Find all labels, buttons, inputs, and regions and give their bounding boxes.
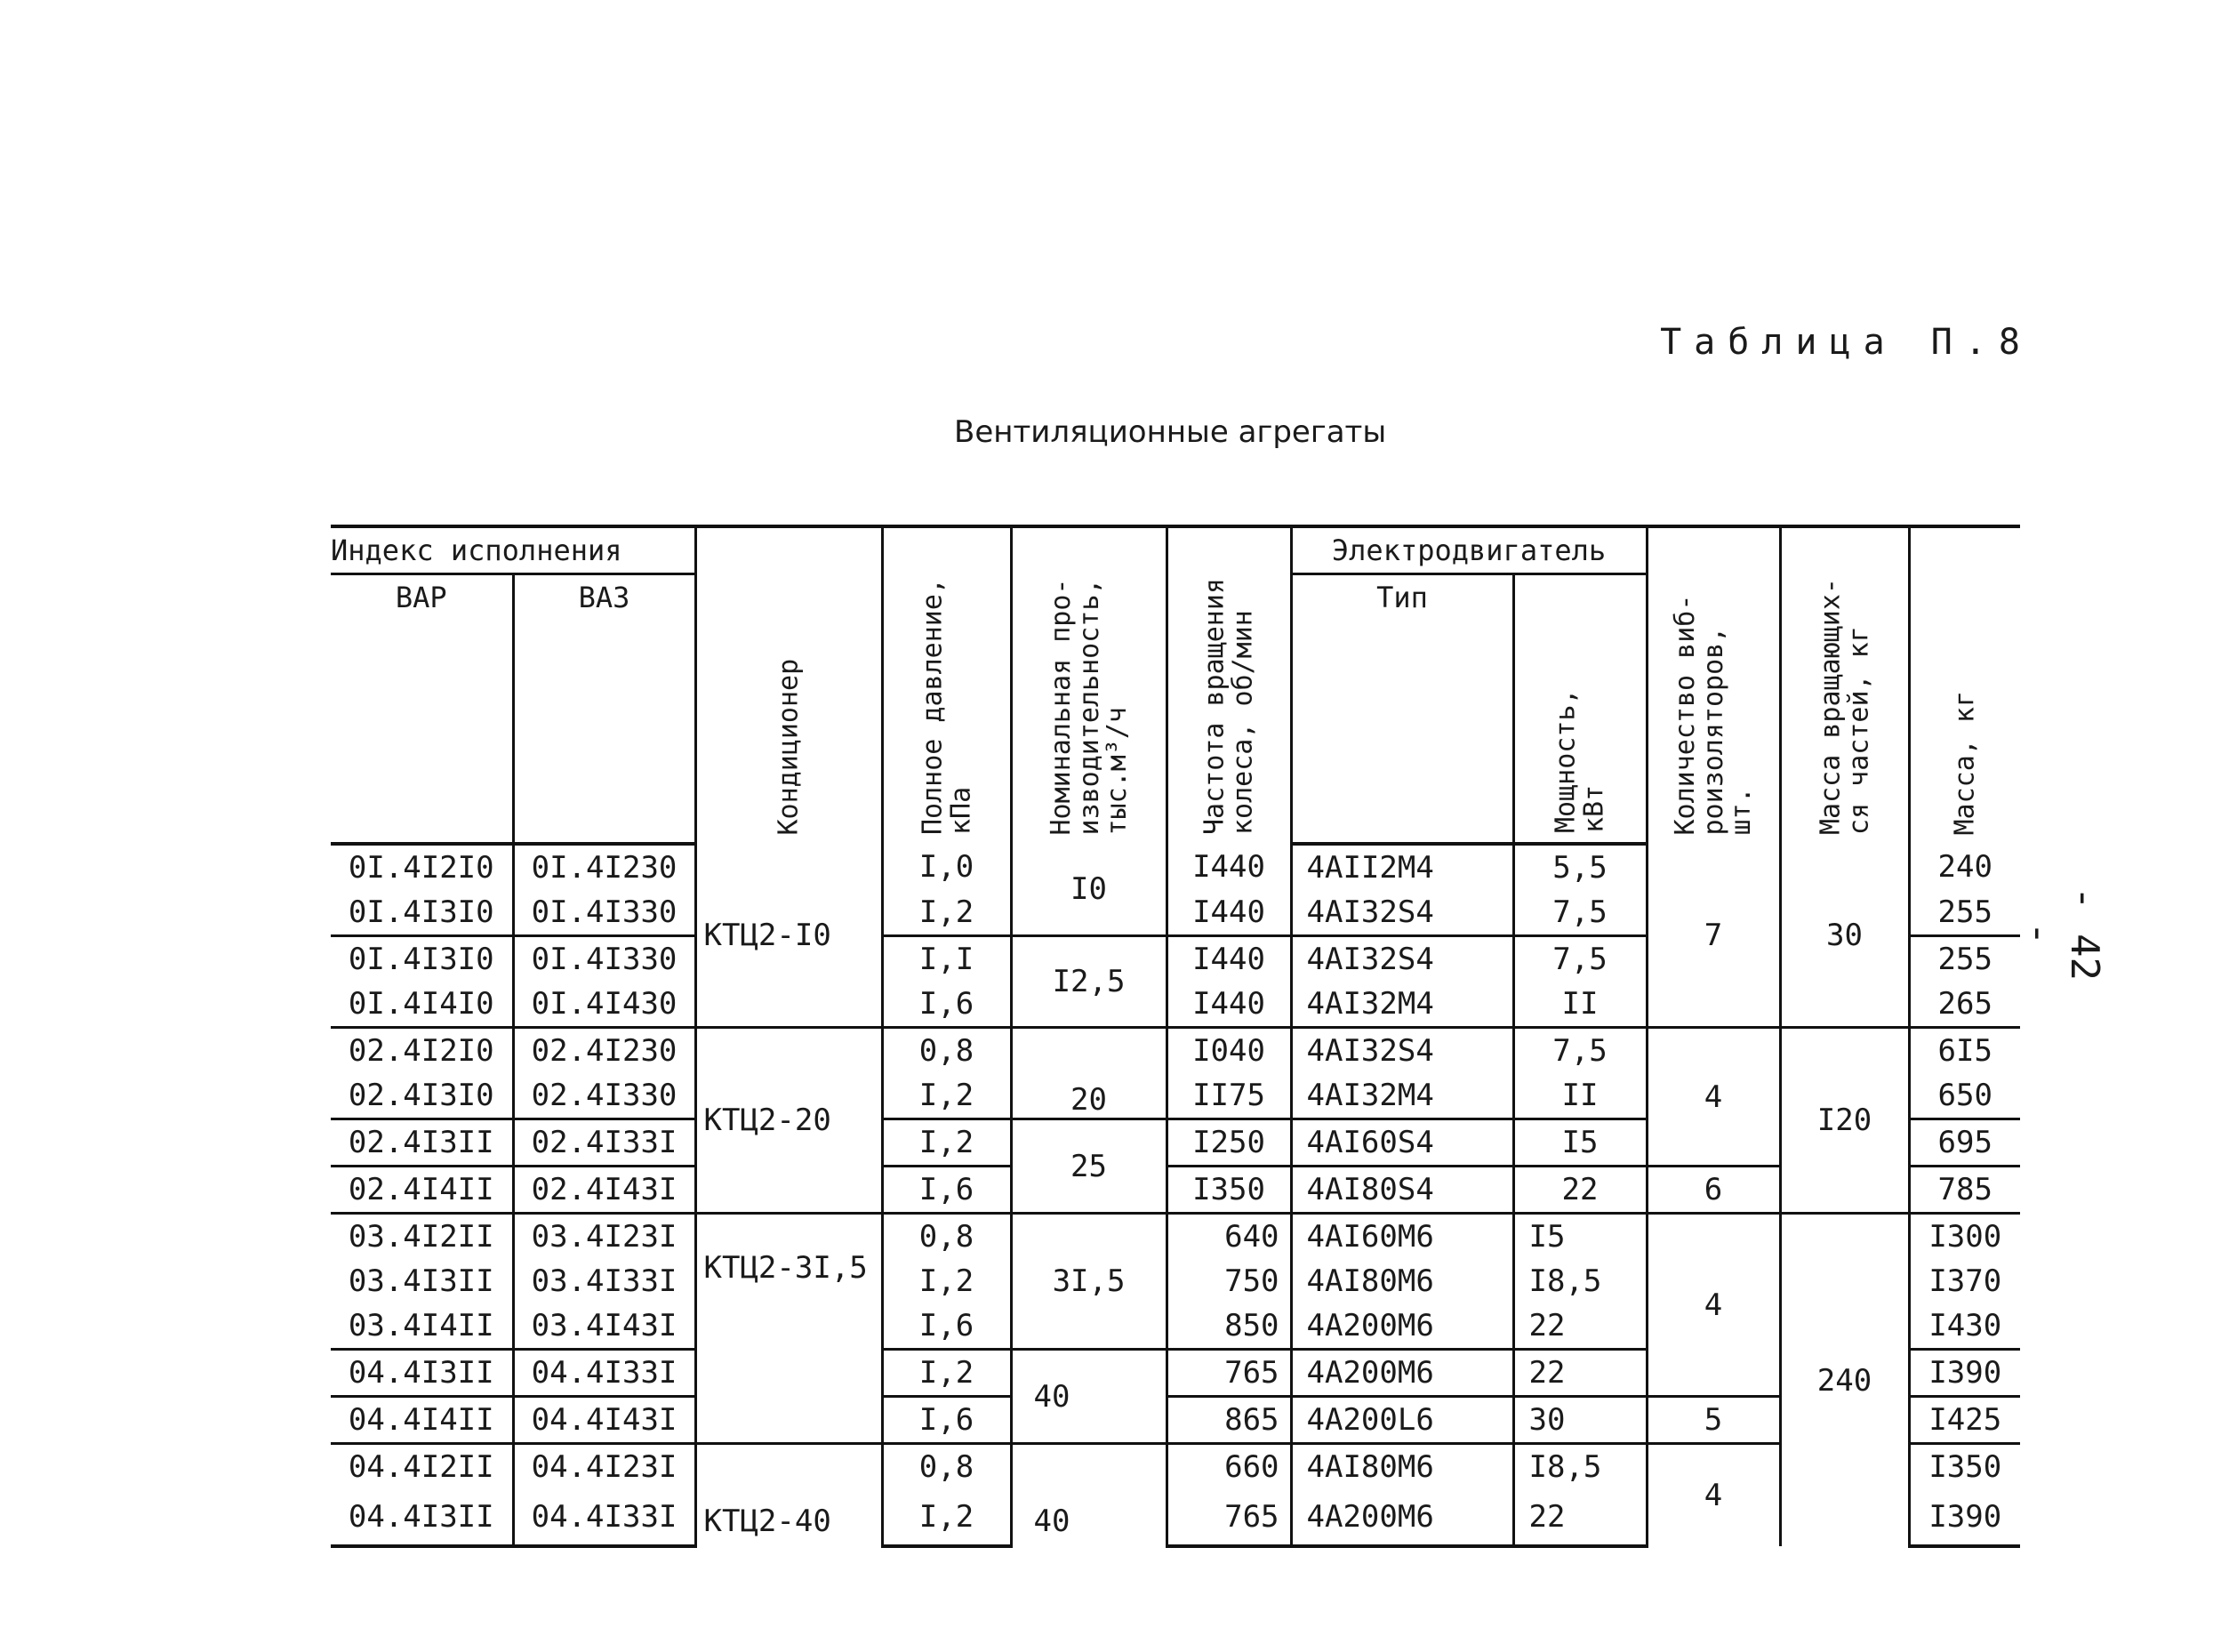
cell-rpm: I350 bbox=[1167, 1167, 1291, 1214]
cell-var: 02.4I4II bbox=[331, 1167, 513, 1214]
cell-rpm: I440 bbox=[1167, 890, 1291, 936]
cell-vaz: 04.4I33I bbox=[513, 1489, 695, 1546]
cell-isolators: 6 bbox=[1647, 1167, 1780, 1214]
cell-vaz: 0I.4I330 bbox=[513, 936, 695, 982]
cell-mass: 650 bbox=[1909, 1073, 2020, 1119]
cell-motor-type: 4AI80M6 bbox=[1291, 1259, 1513, 1303]
header-var: ВАР bbox=[331, 574, 513, 845]
cell-isolators: 4 bbox=[1647, 1444, 1780, 1547]
cell-capacity: 25 bbox=[1011, 1119, 1167, 1214]
cell-var: 0I.4I3I0 bbox=[331, 890, 513, 936]
cell-isolators: 4 bbox=[1647, 1028, 1780, 1167]
cell-pressure: I,6 bbox=[882, 982, 1011, 1028]
cell-rpm: 865 bbox=[1167, 1397, 1291, 1444]
cell-var: 03.4I2II bbox=[331, 1214, 513, 1260]
cell-motor-power: 22 bbox=[1513, 1167, 1647, 1214]
cell-motor-power: I8,5 bbox=[1513, 1444, 1647, 1490]
cell-var: 02.4I3II bbox=[331, 1119, 513, 1167]
cell-rpm: I440 bbox=[1167, 936, 1291, 982]
cell-motor-power: II bbox=[1513, 1073, 1647, 1119]
table-row bbox=[331, 1444, 2020, 1490]
table-row bbox=[331, 844, 2020, 890]
cell-motor-type: 4A200M6 bbox=[1291, 1350, 1513, 1397]
cell-vaz: 04.4I33I bbox=[513, 1350, 695, 1397]
header-motor-type: Тип bbox=[1291, 574, 1513, 845]
cell-conditioner: КТЦ2-3I,5 bbox=[695, 1214, 882, 1444]
header-mass: Масса, кг bbox=[1909, 526, 2020, 844]
cell-var: 04.4I4II bbox=[331, 1397, 513, 1444]
cell-pressure: I,2 bbox=[882, 1350, 1011, 1397]
cell-rpm: I250 bbox=[1167, 1119, 1291, 1167]
cell-var: 0I.4I4I0 bbox=[331, 982, 513, 1028]
cell-mass: I350 bbox=[1909, 1444, 2020, 1490]
cell-motor-power: I5 bbox=[1513, 1119, 1647, 1167]
cell-rpm: I440 bbox=[1167, 844, 1291, 890]
cell-var: 04.4I2II bbox=[331, 1444, 513, 1490]
cell-rpm: I040 bbox=[1167, 1028, 1291, 1074]
table-row bbox=[331, 1167, 2020, 1214]
cell-capacity: I2,5 bbox=[1011, 936, 1167, 1028]
cell-pressure: I,2 bbox=[882, 1073, 1011, 1119]
cell-pressure: I,2 bbox=[882, 890, 1011, 936]
cell-isolators: 4 bbox=[1647, 1214, 1780, 1397]
cell-motor-type: 4A200M6 bbox=[1291, 1303, 1513, 1350]
cell-vaz: 02.4I230 bbox=[513, 1028, 695, 1074]
cell-vaz: 03.4I33I bbox=[513, 1259, 695, 1303]
cell-rotating-mass: I20 bbox=[1780, 1028, 1909, 1214]
cell-rotating-mass: 240 bbox=[1780, 1214, 1909, 1547]
cell-motor-power: 22 bbox=[1513, 1350, 1647, 1397]
header-rotating-mass: Масса вращающих- ся частей, кг bbox=[1780, 526, 1909, 844]
cell-pressure: I,6 bbox=[882, 1303, 1011, 1350]
cell-rpm: 850 bbox=[1167, 1303, 1291, 1350]
table-row bbox=[331, 1028, 2020, 1074]
cell-capacity: 40 bbox=[1011, 1444, 1167, 1547]
table-label: Таблица П.8 bbox=[1660, 322, 2033, 363]
cell-conditioner: КТЦ2-40 bbox=[695, 1444, 882, 1547]
cell-motor-power: 7,5 bbox=[1513, 890, 1647, 936]
cell-mass: I430 bbox=[1909, 1303, 2020, 1350]
cell-mass: 265 bbox=[1909, 982, 2020, 1028]
cell-var: 03.4I4II bbox=[331, 1303, 513, 1350]
header-vaz: ВАЗ bbox=[513, 574, 695, 845]
cell-pressure: 0,8 bbox=[882, 1028, 1011, 1074]
cell-rpm: 660 bbox=[1167, 1444, 1291, 1490]
cell-motor-power: I5 bbox=[1513, 1214, 1647, 1260]
cell-mass: I425 bbox=[1909, 1397, 2020, 1444]
cell-var: 04.4I3II bbox=[331, 1350, 513, 1397]
cell-motor-type: 4AI32M4 bbox=[1291, 982, 1513, 1028]
header-motor: Электродвигатель bbox=[1291, 526, 1647, 574]
cell-motor-type: 4AI32S4 bbox=[1291, 1028, 1513, 1074]
cell-motor-power: I8,5 bbox=[1513, 1259, 1647, 1303]
cell-isolators: 7 bbox=[1647, 844, 1780, 1028]
table-title: Вентиляционные агрегаты bbox=[954, 414, 1387, 450]
header-pressure: Полное давление, кПа bbox=[882, 526, 1011, 844]
cell-capacity: 20 bbox=[1011, 1028, 1167, 1119]
cell-motor-power: 7,5 bbox=[1513, 1028, 1647, 1074]
cell-motor-power: 22 bbox=[1513, 1489, 1647, 1546]
cell-pressure: 0,8 bbox=[882, 1214, 1011, 1260]
cell-vaz: 04.4I23I bbox=[513, 1444, 695, 1490]
cell-motor-type: 4A200M6 bbox=[1291, 1489, 1513, 1546]
cell-pressure: I,2 bbox=[882, 1259, 1011, 1303]
cell-motor-power: 22 bbox=[1513, 1303, 1647, 1350]
cell-var: 04.4I3II bbox=[331, 1489, 513, 1546]
header-capacity: Номинальная про- изводительность, тыс.м³/ч bbox=[1011, 526, 1167, 844]
cell-mass: I300 bbox=[1909, 1214, 2020, 1260]
cell-mass: 695 bbox=[1909, 1119, 2020, 1167]
cell-var: 0I.4I2I0 bbox=[331, 844, 513, 890]
cell-pressure: I,2 bbox=[882, 1119, 1011, 1167]
cell-rpm: 765 bbox=[1167, 1489, 1291, 1546]
cell-motor-power: 5,5 bbox=[1513, 844, 1647, 890]
cell-vaz: 04.4I43I bbox=[513, 1397, 695, 1444]
cell-pressure: I,2 bbox=[882, 1489, 1011, 1546]
cell-motor-type: 4AI32S4 bbox=[1291, 890, 1513, 936]
page-number: - 42 - bbox=[2017, 886, 2107, 981]
cell-pressure: I,6 bbox=[882, 1397, 1011, 1444]
cell-pressure: I,6 bbox=[882, 1167, 1011, 1214]
cell-motor-type: 4AI80S4 bbox=[1291, 1167, 1513, 1214]
cell-vaz: 02.4I33I bbox=[513, 1119, 695, 1167]
cell-motor-type: 4AI32S4 bbox=[1291, 936, 1513, 982]
header-index: Индекс исполнения bbox=[331, 526, 695, 574]
cell-capacity: 3I,5 bbox=[1011, 1214, 1167, 1350]
cell-mass: I370 bbox=[1909, 1259, 2020, 1303]
cell-rpm: I440 bbox=[1167, 982, 1291, 1028]
cell-mass: I390 bbox=[1909, 1489, 2020, 1546]
cell-vaz: 03.4I23I bbox=[513, 1214, 695, 1260]
cell-motor-power: II bbox=[1513, 982, 1647, 1028]
table-row bbox=[331, 1397, 2020, 1444]
header-motor-power: Мощность, кВт bbox=[1513, 574, 1647, 845]
cell-var: 02.4I2I0 bbox=[331, 1028, 513, 1074]
cell-motor-type: 4AI80M6 bbox=[1291, 1444, 1513, 1490]
cell-pressure: 0,8 bbox=[882, 1444, 1011, 1490]
header-conditioner: Кондиционер bbox=[695, 526, 882, 844]
cell-var: 0I.4I3I0 bbox=[331, 936, 513, 982]
cell-motor-type: 4AI60S4 bbox=[1291, 1119, 1513, 1167]
cell-vaz: 02.4I43I bbox=[513, 1167, 695, 1214]
cell-pressure: I,0 bbox=[882, 844, 1011, 890]
cell-conditioner: КТЦ2-I0 bbox=[695, 844, 882, 1028]
cell-motor-type: 4AI32M4 bbox=[1291, 1073, 1513, 1119]
cell-capacity: 40 bbox=[1011, 1350, 1167, 1444]
cell-isolators: 5 bbox=[1647, 1397, 1780, 1444]
cell-vaz: 0I.4I330 bbox=[513, 890, 695, 936]
cell-motor-type: 4AI60M6 bbox=[1291, 1214, 1513, 1260]
cell-mass: I390 bbox=[1909, 1350, 2020, 1397]
header-isolators: Количество виб- роизоляторов, шт. bbox=[1647, 526, 1780, 844]
cell-motor-power: 7,5 bbox=[1513, 936, 1647, 982]
cell-vaz: 03.4I43I bbox=[513, 1303, 695, 1350]
cell-var: 03.4I3II bbox=[331, 1259, 513, 1303]
ventilation-units-table bbox=[331, 525, 2020, 1548]
header-rpm: Частота вращения колеса, об/мин bbox=[1167, 526, 1291, 844]
cell-motor-type: 4A200L6 bbox=[1291, 1397, 1513, 1444]
cell-vaz: 0I.4I430 bbox=[513, 982, 695, 1028]
cell-mass: 255 bbox=[1909, 890, 2020, 936]
cell-mass: 785 bbox=[1909, 1167, 2020, 1214]
cell-pressure: I,I bbox=[882, 936, 1011, 982]
cell-conditioner: КТЦ2-20 bbox=[695, 1028, 882, 1214]
cell-var: 02.4I3I0 bbox=[331, 1073, 513, 1119]
cell-capacity: I0 bbox=[1011, 844, 1167, 936]
cell-vaz: 0I.4I230 bbox=[513, 844, 695, 890]
cell-motor-power: 30 bbox=[1513, 1397, 1647, 1444]
cell-mass: 255 bbox=[1909, 936, 2020, 982]
cell-rpm: 750 bbox=[1167, 1259, 1291, 1303]
cell-vaz: 02.4I330 bbox=[513, 1073, 695, 1119]
cell-rpm: 765 bbox=[1167, 1350, 1291, 1397]
cell-rpm: II75 bbox=[1167, 1073, 1291, 1119]
cell-mass: 240 bbox=[1909, 844, 2020, 890]
cell-rpm: 640 bbox=[1167, 1214, 1291, 1260]
cell-mass: 6I5 bbox=[1909, 1028, 2020, 1074]
table-row bbox=[331, 1214, 2020, 1260]
cell-motor-type: 4AII2M4 bbox=[1291, 844, 1513, 890]
cell-rotating-mass: 30 bbox=[1780, 844, 1909, 1028]
